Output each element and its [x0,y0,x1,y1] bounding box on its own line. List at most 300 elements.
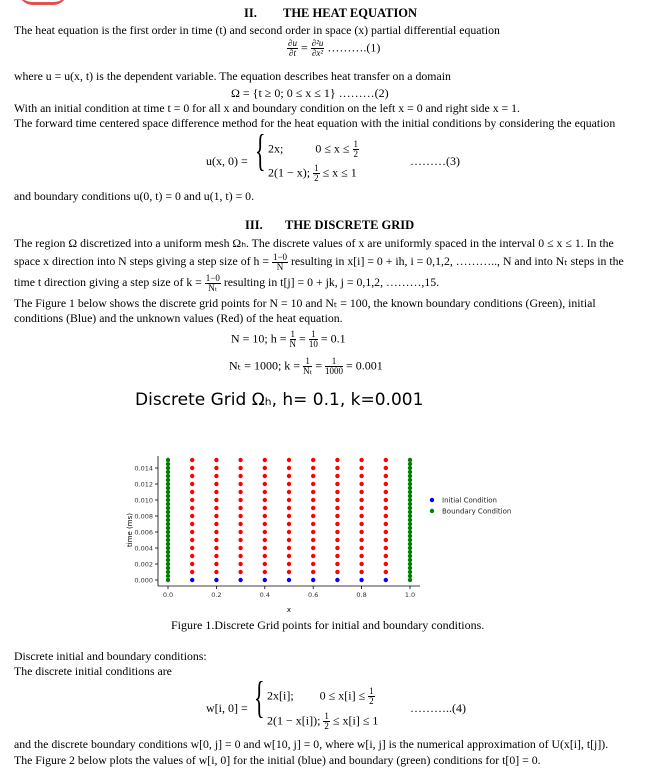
boundary-condition-point [408,518,412,522]
fraction [313,164,320,183]
unknown-value-point [359,466,363,470]
equation-h: N = 10; h = $\frac{1}{N}$ = $\frac{1}{10}$ = 0.1 [231,329,346,349]
unknown-value-point [359,546,363,550]
boundary-condition-point [408,526,412,530]
boundary-condition-point [166,494,170,498]
unknown-value-point [238,546,242,550]
unknown-value-point [311,570,315,574]
unknown-value-point [214,498,218,502]
paragraph: and boundary conditions u(0, t) = 0 and u(1, t) = 0. [14,189,255,203]
unknown-value-point [238,482,242,486]
initial-condition-point [311,578,315,582]
equation-k: Nₜ = 1000; k = $\frac{1}{\text{Nₜ}}$ = $\frac{1}{1000}$ = 0.001 [229,356,383,376]
equation-tag: ……….(1) [327,40,381,55]
fraction [311,39,325,58]
unknown-value-point [263,570,267,574]
y-tick-label: 0.014 [134,464,153,473]
unknown-value-point [287,482,291,486]
boundary-condition-point [408,474,412,478]
unknown-value-point [190,562,194,566]
equation-4-case-1 [267,687,375,706]
case-expr: 2(1 − x[i]); [267,713,321,728]
text: time t direction giving a step size of k = [14,275,202,290]
initial-condition-point [238,578,242,582]
boundary-condition-point [408,578,412,582]
unknown-value-point [287,474,291,478]
boundary-condition-point [408,534,412,538]
unknown-value-point [335,490,339,494]
boundary-condition-point [166,502,170,506]
equation-tag: ………(3) [410,154,460,168]
unknown-value-point [335,562,339,566]
unknown-value-point [384,498,388,502]
text: = 0.001 [346,358,383,373]
fraction [303,357,312,376]
figure-caption: Figure 1.Discrete Grid points for initial and boundary conditions. [171,618,485,632]
unknown-value-point [190,466,194,470]
unknown-value-point [287,490,291,494]
unknown-value-point [214,458,218,462]
unknown-value-point [359,458,363,462]
unknown-value-point [190,530,194,534]
boundary-condition-point [408,562,412,566]
numerator: 1 [314,163,319,173]
denominator: Nₜ [303,366,313,376]
unknown-value-point [335,538,339,542]
x-tick-label: 0.4 [259,591,270,599]
legend-marker-initial [430,498,434,502]
unknown-value-point [214,554,218,558]
numerator: 1−0 [205,273,220,283]
unknown-value-point [384,562,388,566]
case-condition: ≤ x[i] ≤ 1 [332,713,379,728]
section-number: III. [245,218,263,232]
unknown-value-point [238,458,242,462]
fraction [287,39,298,58]
boundary-condition-point [166,462,170,466]
x-tick-label: 0.2 [211,591,222,599]
unknown-value-point [238,530,242,534]
unknown-value-point [214,570,218,574]
boundary-condition-point [408,574,412,578]
unknown-value-point [335,474,339,478]
text: resulting in x[i] = 0 + ih, i = 0,1,2, ……….., N and into Nₜ steps in the [290,254,624,269]
boundary-condition-point [408,570,412,574]
initial-condition-point [263,578,267,582]
unknown-value-point [287,514,291,518]
unknown-value-point [287,538,291,542]
equation-2: Ω = {t ≥ 0; 0 ≤ x ≤ 1} ………(2) [231,86,389,100]
unknown-value-point [359,498,363,502]
x-tick-label: 0.8 [356,591,367,599]
unknown-value-point [214,530,218,534]
boundary-condition-point [166,526,170,530]
paragraph: The forward time centered space difference method for the heat equation with the initial conditions by considering the equation [14,116,616,130]
unknown-value-point [214,538,218,542]
unknown-value-point [238,490,242,494]
unknown-value-point [311,498,315,502]
boundary-condition-point [166,490,170,494]
unknown-value-point [335,554,339,558]
numerator: 1−0 [272,252,288,262]
unknown-value-point [287,562,291,566]
unknown-value-point [190,546,194,550]
boundary-condition-point [166,538,170,542]
grid-scatter-chart [0,420,652,620]
boundary-condition-point [408,498,412,502]
paragraph: and the discrete boundary conditions w[0, j] = 0 and w[10, j] = 0, where w[i, j] is the numerical approximation of U(x[i], t[j]). [14,737,609,751]
unknown-value-point [335,514,339,518]
fraction [368,687,375,706]
equation-3-case-1 [268,140,359,159]
unknown-value-point [263,522,267,526]
unknown-value-point [384,458,388,462]
unknown-value-point [214,474,218,478]
unknown-value-point [190,514,194,518]
unknown-value-point [311,466,315,470]
fraction [290,330,297,349]
boundary-condition-point [166,558,170,562]
unknown-value-point [335,530,339,534]
unknown-value-point [238,538,242,542]
boundary-condition-point [408,486,412,490]
boundary-condition-point [166,506,170,510]
x-tick-label: 1.0 [404,591,416,599]
unknown-value-point [311,474,315,478]
equation-4-lhs: w[i, 0] = [206,701,248,715]
boundary-condition-point [408,510,412,514]
unknown-value-point [263,458,267,462]
text: = 0.1 [320,331,346,346]
boundary-condition-point [408,482,412,486]
unknown-value-point [287,458,291,462]
unknown-value-point [384,530,388,534]
unknown-value-point [311,538,315,542]
unknown-value-point [263,474,267,478]
fraction [323,712,330,731]
unknown-value-point [238,506,242,510]
boundary-condition-point [166,478,170,482]
text: Nₜ = 1000; k = [229,358,301,373]
unknown-value-point [335,466,339,470]
paragraph [14,274,439,293]
boundary-condition-point [408,538,412,542]
unknown-value-point [287,530,291,534]
unknown-value-point [190,570,194,574]
unknown-value-point [238,562,242,566]
equals: = [300,40,308,55]
boundary-condition-point [166,486,170,490]
unknown-value-point [287,522,291,526]
boundary-condition-point [166,554,170,558]
unknown-value-point [384,522,388,526]
paragraph: The discrete initial conditions are [14,664,172,678]
boundary-condition-point [166,510,170,514]
unknown-value-point [311,482,315,486]
unknown-value-point [359,490,363,494]
unknown-value-point [335,546,339,550]
unknown-value-point [311,514,315,518]
equation-1 [287,39,380,58]
boundary-condition-point [166,458,170,462]
x-tick-label: 0.6 [308,591,319,599]
unknown-value-point [263,538,267,542]
y-tick-label: 0.004 [134,544,153,553]
boundary-condition-point [408,522,412,526]
unknown-value-point [190,506,194,510]
numerator: ∂²u [311,38,324,48]
boundary-condition-point [408,466,412,470]
fraction [272,253,288,272]
boundary-condition-point [166,498,170,502]
unknown-value-point [359,570,363,574]
boundary-condition-point [408,458,412,462]
denominator: N [289,339,297,349]
paragraph: The Figure 1 below shows the discrete grid points for N = 10 and Nₜ = 100, the known boundary conditions (Green), initial [14,296,596,310]
section-num-text: II. [244,6,257,20]
unknown-value-point [384,554,388,558]
unknown-value-point [311,506,315,510]
boundary-condition-point [166,570,170,574]
boundary-condition-point [166,574,170,578]
boundary-condition-point [408,462,412,466]
denominator: 2 [314,173,319,183]
y-tick-label: 0.010 [134,496,153,505]
text: resulting in t[j] = 0 + jk, j = 0,1,2, ………,15. [223,275,440,290]
boundary-condition-point [166,522,170,526]
numerator: 1 [303,357,312,367]
unknown-value-point [335,522,339,526]
denominator: 2 [369,696,374,706]
boundary-condition-point [408,506,412,510]
unknown-value-point [238,570,242,574]
boundary-condition-point [408,542,412,546]
unknown-value-point [384,490,388,494]
denominator: ∂x² [311,48,324,58]
unknown-value-point [311,490,315,494]
case-condition: 0 ≤ x[i] ≤ [319,688,366,703]
unknown-value-point [263,506,267,510]
unknown-value-point [359,530,363,534]
unknown-value-point [287,506,291,510]
unknown-value-point [384,482,388,486]
denominator: 10 [308,339,318,349]
unknown-value-point [263,482,267,486]
paragraph: where u = u(x, t) is the dependent variable. The equation describes heat transfer on a domain [14,69,451,83]
boundary-condition-point [166,562,170,566]
fraction [309,330,318,349]
brace: { [255,126,266,175]
boundary-condition-point [166,546,170,550]
case-expr: 2(1 − x); [268,165,311,180]
unknown-value-point [190,522,194,526]
section-heading: THE HEAT EQUATION [283,6,418,20]
unknown-value-point [311,530,315,534]
unknown-value-point [384,474,388,478]
unknown-value-point [287,466,291,470]
unknown-value-point [311,562,315,566]
unknown-value-point [238,474,242,478]
unknown-value-point [214,466,218,470]
boundary-condition-point [408,550,412,554]
unknown-value-point [214,506,218,510]
unknown-value-point [359,562,363,566]
legend-label-initial: Initial Condition [442,496,497,505]
unknown-value-point [335,570,339,574]
initial-condition-point [359,578,363,582]
boundary-condition-point [166,578,170,582]
unknown-value-point [214,514,218,518]
numerator: 1 [324,711,329,721]
unknown-value-point [214,522,218,526]
boundary-condition-point [408,470,412,474]
logo-fragment [18,0,68,5]
unknown-value-point [190,538,194,542]
boundary-condition-point [408,546,412,550]
equation-4-case-2 [267,712,378,731]
unknown-value-point [359,554,363,558]
boundary-condition-point [166,534,170,538]
unknown-value-point [238,554,242,558]
unknown-value-point [359,482,363,486]
boundary-condition-point [408,530,412,534]
unknown-value-point [263,466,267,470]
unknown-value-point [263,530,267,534]
unknown-value-point [311,546,315,550]
unknown-value-point [263,546,267,550]
unknown-value-point [384,514,388,518]
boundary-condition-point [166,518,170,522]
y-tick-label: 0.008 [134,512,153,521]
denominator: ∂t [289,48,296,58]
unknown-value-point [190,482,194,486]
unknown-value-point [238,466,242,470]
unknown-value-point [263,514,267,518]
boundary-condition-point [166,514,170,518]
paragraph: With an initial condition at time t = 0 for all x and boundary condition on the left x = 0 and right side x = 1. [14,101,521,115]
unknown-value-point [263,554,267,558]
y-tick-label: 0.000 [134,576,153,585]
denominator: 2 [353,149,359,159]
denominator: 2 [324,721,329,731]
y-axis-label: time (ms) [126,513,134,547]
unknown-value-point [359,522,363,526]
unknown-value-point [359,514,363,518]
paragraph: Discrete initial and boundary conditions: [14,649,207,663]
fraction [205,274,221,293]
unknown-value-point [287,554,291,558]
denominator: Nₜ [208,283,218,293]
paragraph: conditions (Blue) and the unknown values (Red) of the heat equation. [14,311,343,325]
denominator: N [276,262,284,272]
unknown-value-point [214,490,218,494]
boundary-condition-point [408,490,412,494]
boundary-condition-point [408,566,412,570]
legend-marker-boundary [430,509,434,513]
x-axis-label: x [286,606,292,614]
equation-3-case-2 [268,164,357,183]
numerator: 1 [353,139,359,149]
unknown-value-point [311,554,315,558]
numerator: 1 [290,329,296,339]
boundary-condition-point [166,482,170,486]
unknown-value-point [359,506,363,510]
unknown-value-point [190,458,194,462]
unknown-value-point [190,474,194,478]
boundary-condition-point [408,558,412,562]
section-number [244,6,257,21]
boundary-condition-point [166,550,170,554]
x-tick-label: 0.0 [162,591,174,599]
boundary-condition-point [166,542,170,546]
unknown-value-point [384,538,388,542]
numerator: 1 [369,686,374,696]
boundary-condition-point [166,530,170,534]
boundary-condition-point [166,470,170,474]
paragraph: The region Ω discretized into a uniform mesh Ωₕ. The discrete values of x are uniformly spaced in the interval 0 ≤ x ≤ 1. In the [14,236,614,250]
text: N = 10; h = [231,331,287,346]
paragraph: The heat equation is the first order in time (t) and second order in space (x) partial differential equation [14,23,500,37]
unknown-value-point [287,546,291,550]
unknown-value-point [335,458,339,462]
equation-tag: ………..(4) [410,701,466,715]
initial-condition-point [287,578,291,582]
case-expr: 2x[i]; [267,688,294,703]
unknown-value-point [214,546,218,550]
unknown-value-point [214,562,218,566]
unknown-value-point [287,570,291,574]
initial-condition-point [335,578,339,582]
unknown-value-point [263,562,267,566]
unknown-value-point [263,490,267,494]
initial-condition-point [384,578,388,582]
unknown-value-point [359,538,363,542]
unknown-value-point [335,482,339,486]
unknown-value-point [190,554,194,558]
initial-condition-point [190,578,194,582]
boundary-condition-point [166,474,170,478]
unknown-value-point [384,466,388,470]
legend-label-boundary: Boundary Condition [442,507,512,516]
y-tick-label: 0.006 [134,528,153,537]
boundary-condition-point [408,554,412,558]
boundary-condition-point [408,478,412,482]
unknown-value-point [238,522,242,526]
unknown-value-point [238,498,242,502]
unknown-value-point [384,546,388,550]
unknown-value-point [287,498,291,502]
boundary-condition-point [166,466,170,470]
fraction [325,357,343,376]
unknown-value-point [311,458,315,462]
y-tick-label: 0.002 [134,560,153,569]
unknown-value-point [311,522,315,526]
initial-condition-point [214,578,218,582]
numerator: ∂u [288,38,297,48]
fraction [353,140,360,159]
case-condition: ≤ x ≤ 1 [322,165,357,180]
unknown-value-point [384,570,388,574]
boundary-condition-point [166,566,170,570]
boundary-condition-point [408,494,412,498]
brace: { [254,673,265,722]
case-expr: 2x; [268,141,284,156]
unknown-value-point [238,514,242,518]
paragraph [14,253,624,272]
chart-title: Discrete Grid Ωₕ, h= 0.1, k=0.001 [135,390,424,410]
equation-3-lhs: u(x, 0) = [206,154,248,168]
unknown-value-point [335,498,339,502]
